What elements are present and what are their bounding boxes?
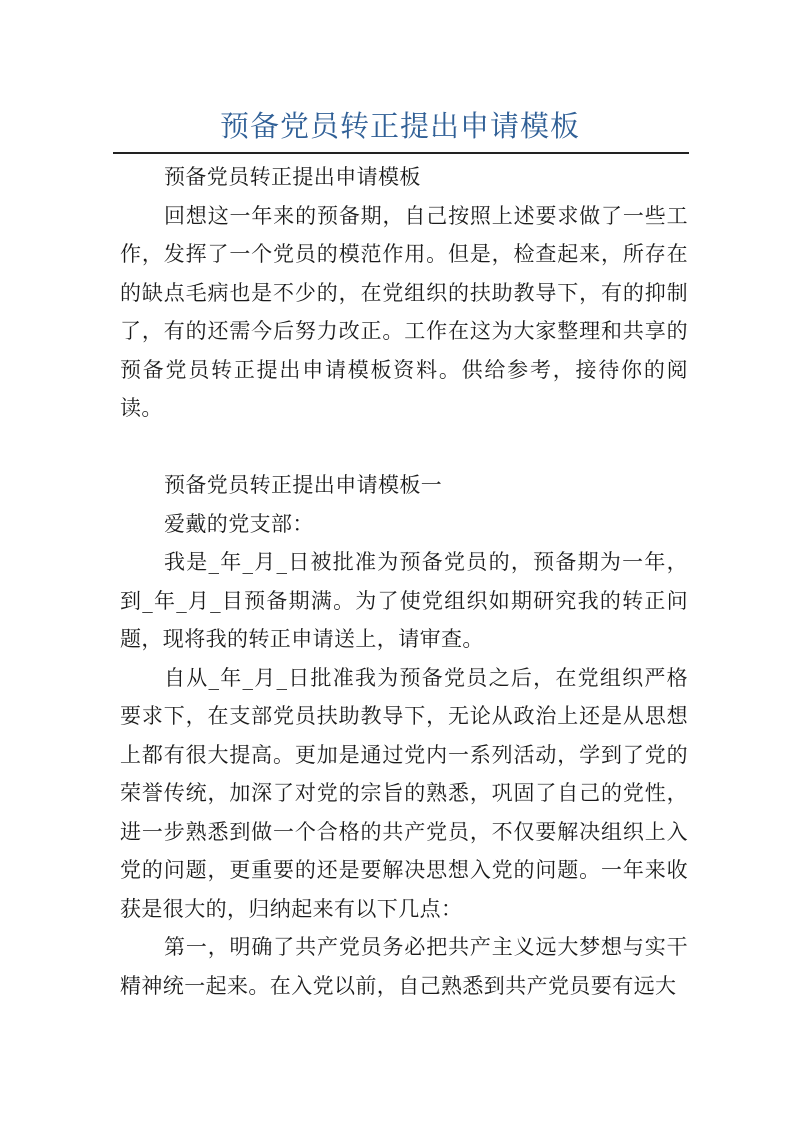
- paragraph-point-one: 第一，明确了共产党员务必把共产主义远大梦想与实干精神统一起来。在入党以前，自己熟悉到共产党员要有远大: [120, 935, 688, 998]
- document-title: 预备党员转正提出申请模板: [219, 109, 580, 143]
- paragraph-application: 我是_年_月_日被批准为预备党员的，预备期为一年，到_年_月_目预备期满。为了使党组织如期研究我的转正问题，现将我的转正申请送上，请审查。: [120, 550, 688, 651]
- document-body: [120, 158, 688, 1005]
- paragraph-intro: 回想这一年来的预备期，自己按照上述要求做了一些工作，发挥了一个党员的模范作用。但是，检查起来，所存在的缺点毛病也是不少的，在党组织的扶助教导下，有的抑制了，有的还需今后努力改正。工作在这为大家整理和共享的预备党员转正提出申请模板资料。供给参考，接待你的阅读。: [120, 203, 688, 420]
- paragraph-progress: 自从_年_月_日批准我为预备党员之后，在党组织严格要求下，在支部党员扶助教导下，无论从政治上还是从思想上都有很大提高。更加是通过党内一系列活动，学到了党的荣誉传统，加深了对党的宗旨的熟悉，巩固了自己的党性，进一步熟悉到做一个合格的共产党员，不仅要解决组织上入党的问题，更重要的还是要解决思想入党的问题。一年来收获是很大的，归纳起来有以下几点：: [120, 665, 688, 921]
- title-underline: [113, 152, 689, 154]
- paragraph-subtitle: 预备党员转正提出申请模板: [164, 165, 421, 189]
- paragraph-salutation: 爱戴的党支部：: [164, 511, 314, 536]
- paragraph-section-heading: 预备党员转正提出申请模板一: [164, 473, 443, 497]
